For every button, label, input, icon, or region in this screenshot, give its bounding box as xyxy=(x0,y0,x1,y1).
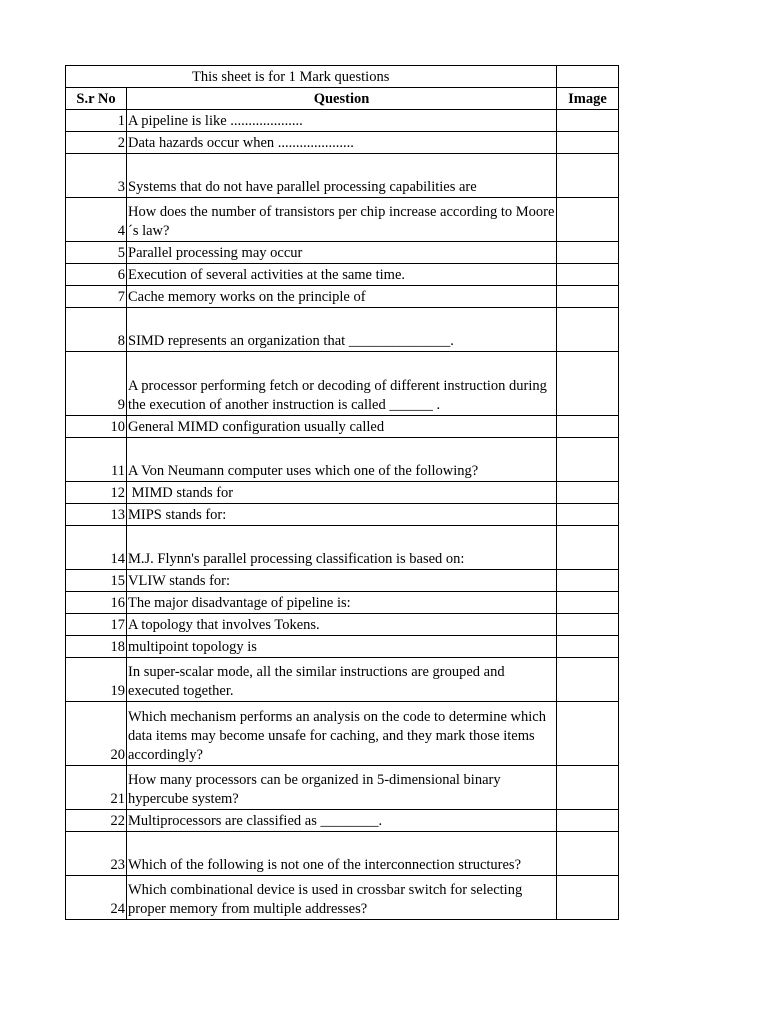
image-cell xyxy=(557,810,619,832)
image-cell xyxy=(557,526,619,570)
question-text: Cache memory works on the principle of xyxy=(127,286,557,308)
image-cell xyxy=(557,702,619,766)
table-row xyxy=(66,658,619,702)
question-text: Multiprocessors are classified as ________. xyxy=(127,810,557,832)
image-cell xyxy=(557,132,619,154)
image-cell xyxy=(557,110,619,132)
table-row xyxy=(66,482,619,504)
question-text: A pipeline is like .................... xyxy=(127,110,557,132)
header-row xyxy=(66,88,619,110)
question-number: 17 xyxy=(66,614,127,636)
question-text: Which combinational device is used in crossbar switch for selecting proper memory from multiple addresses? xyxy=(127,876,557,920)
question-number: 6 xyxy=(66,264,127,286)
table-row xyxy=(66,832,619,876)
image-cell xyxy=(557,308,619,352)
question-text: Which of the following is not one of the interconnection structures? xyxy=(127,832,557,876)
header-image: Image xyxy=(557,88,619,110)
question-text: M.J. Flynn's parallel processing classification is based on: xyxy=(127,526,557,570)
table-row xyxy=(66,242,619,264)
question-text: How does the number of transistors per chip increase according to Moore ´s law? xyxy=(127,198,557,242)
image-cell xyxy=(557,592,619,614)
question-number: 16 xyxy=(66,592,127,614)
question-text: Data hazards occur when ..................... xyxy=(127,132,557,154)
question-number: 19 xyxy=(66,658,127,702)
table-row xyxy=(66,592,619,614)
header-question: Question xyxy=(127,88,557,110)
question-number: 22 xyxy=(66,810,127,832)
image-cell xyxy=(557,482,619,504)
question-number: 12 xyxy=(66,482,127,504)
title-row xyxy=(66,66,619,88)
table-row xyxy=(66,702,619,766)
question-number: 3 xyxy=(66,154,127,198)
question-text: MIPS stands for: xyxy=(127,504,557,526)
image-cell xyxy=(557,504,619,526)
question-number: 8 xyxy=(66,308,127,352)
image-cell xyxy=(557,614,619,636)
question-text: A topology that involves Tokens. xyxy=(127,614,557,636)
image-cell xyxy=(557,832,619,876)
question-number: 15 xyxy=(66,570,127,592)
image-cell xyxy=(557,636,619,658)
table-row xyxy=(66,264,619,286)
question-sheet-table xyxy=(65,65,619,920)
question-number: 14 xyxy=(66,526,127,570)
question-number: 24 xyxy=(66,876,127,920)
header-sr-no: S.r No xyxy=(66,88,127,110)
question-text: A Von Neumann computer uses which one of the following? xyxy=(127,438,557,482)
table-row xyxy=(66,352,619,416)
question-text: In super-scalar mode, all the similar instructions are grouped and executed together. xyxy=(127,658,557,702)
image-cell xyxy=(557,264,619,286)
question-text: General MIMD configuration usually called xyxy=(127,416,557,438)
question-number: 10 xyxy=(66,416,127,438)
question-text: Systems that do not have parallel processing capabilities are xyxy=(127,154,557,198)
question-number: 1 xyxy=(66,110,127,132)
image-cell xyxy=(557,658,619,702)
question-number: 23 xyxy=(66,832,127,876)
table-row xyxy=(66,286,619,308)
question-text: A processor performing fetch or decoding of different instruction during the execution of another instruction is called ______ . xyxy=(127,352,557,416)
table-row xyxy=(66,526,619,570)
image-cell xyxy=(557,242,619,264)
table-row xyxy=(66,876,619,920)
question-number: 13 xyxy=(66,504,127,526)
table-row xyxy=(66,154,619,198)
question-text: SIMD represents an organization that ______________. xyxy=(127,308,557,352)
question-number: 21 xyxy=(66,766,127,810)
question-number: 5 xyxy=(66,242,127,264)
image-cell xyxy=(557,352,619,416)
image-cell xyxy=(557,876,619,920)
table-row xyxy=(66,416,619,438)
question-number: 9 xyxy=(66,352,127,416)
image-cell xyxy=(557,438,619,482)
question-number: 7 xyxy=(66,286,127,308)
table-row xyxy=(66,198,619,242)
question-text: Execution of several activities at the same time. xyxy=(127,264,557,286)
table-row xyxy=(66,570,619,592)
image-cell xyxy=(557,766,619,810)
image-cell xyxy=(557,198,619,242)
table-row xyxy=(66,308,619,352)
question-number: 2 xyxy=(66,132,127,154)
image-cell xyxy=(557,154,619,198)
question-text: Parallel processing may occur xyxy=(127,242,557,264)
table-row xyxy=(66,110,619,132)
table-row xyxy=(66,766,619,810)
question-text: multipoint topology is xyxy=(127,636,557,658)
question-text: VLIW stands for: xyxy=(127,570,557,592)
question-text: How many processors can be organized in 5-dimensional binary hypercube system? xyxy=(127,766,557,810)
question-number: 18 xyxy=(66,636,127,658)
sheet-title: This sheet is for 1 Mark questions xyxy=(66,66,557,88)
question-number: 20 xyxy=(66,702,127,766)
image-cell xyxy=(557,416,619,438)
question-number: 4 xyxy=(66,198,127,242)
question-text: MIMD stands for xyxy=(127,482,557,504)
question-text: Which mechanism performs an analysis on the code to determine which data items may become unsafe for caching, and they mark those items accordingly? xyxy=(127,702,557,766)
table-row xyxy=(66,504,619,526)
table-row xyxy=(66,132,619,154)
table-row xyxy=(66,810,619,832)
image-cell xyxy=(557,570,619,592)
table-row xyxy=(66,636,619,658)
image-cell xyxy=(557,286,619,308)
title-image-cell xyxy=(557,66,619,88)
question-text: The major disadvantage of pipeline is: xyxy=(127,592,557,614)
table-row xyxy=(66,614,619,636)
question-number: 11 xyxy=(66,438,127,482)
table-row xyxy=(66,438,619,482)
